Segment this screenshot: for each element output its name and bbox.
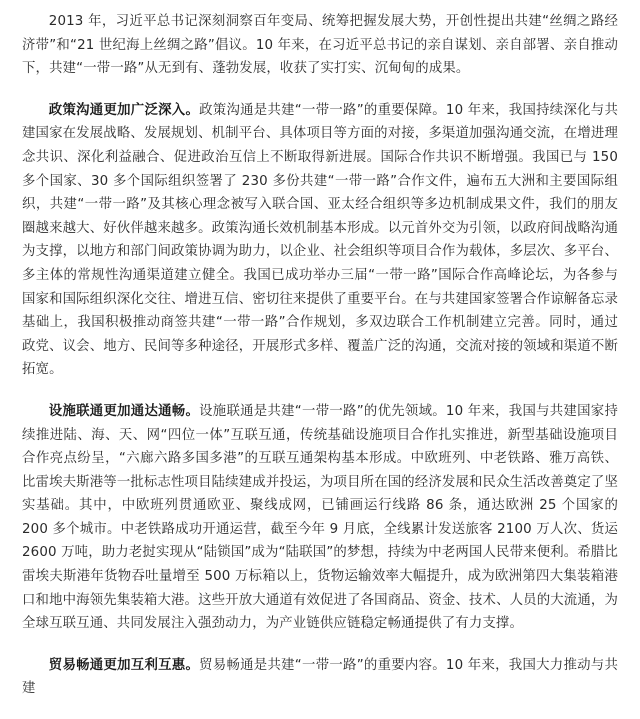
infrastructure-connectivity-paragraph <box>22 400 618 636</box>
policy-communication-text: 政策沟通是共建“一带一路”的重要保障。10 年来，我国持续深化与共建国家在发展战略、发展规划、机制平台、具体项目等方面的对接，多渠道加强沟通交流，在增进理念共识、深化利益融合、促进政治互信上不断取得新进展。国际合作共识不断增强。我国已与 150 多个国家、30 多个国际组织签署了 230 多份共建“一带一路”合作文件，遍布五大洲和主要国际组织，共建“一带一路”及其核心理念被写入联合国、亚太经合组织等多边机制成果文件，我们的朋友圈越来越大、好伙伴越来越多。政策沟通长效机制基本形成。以元首外交为引领，以政府间战略沟通为支撑，以地方和部门间政策协调为助力，以企业、社会组织等项目合作为载体，多层次、多平台、多主体的常规性沟通渠道建立健全。我国已成功举办三届“一带一路”国际合作高峰论坛，为各参与国家和国际组织深化交往、增进互信、密切往来提供了重要平台。在与共建国家签署合作谅解备忘录基础上，我国积极推动商签共建“一带一路”合作规划，多双边联合工作机制建立完善。同时，通过政党、议会、地方、民间等多种途径，开展形式多样、覆盖广泛的沟通，交流对接的领域和渠道不断拓宽。 <box>22 102 618 378</box>
trade-connectivity-heading: 贸易畅通更加互利互惠。 <box>48 657 200 673</box>
policy-communication-heading: 政策沟通更加广泛深入。 <box>48 102 200 118</box>
trade-connectivity-paragraph <box>22 654 618 701</box>
policy-communication-paragraph <box>22 99 618 382</box>
intro-paragraph <box>22 10 618 81</box>
trade-connectivity-text: 贸易畅通是共建“一带一路”的重要内容。10 年来，我国大力推动与共建 <box>22 657 618 697</box>
infrastructure-connectivity-text: 设施联通是共建“一带一路”的优先领域。10 年来，我国与共建国家持续推进陆、海、天、网“四位一体”互联互通，传统基础设施项目合作扎实推进，新型基础设施项目合作亮点纷呈，“六廊六路多国多港”的互联互通架构基本形成。中欧班列、中老铁路、雅万高铁、比雷埃夫斯港等一批标志性项目陆续建成并投运，为项目所在国的经济发展和民众生活改善奠定了坚实基础。其中，中欧班列贯通欧亚、聚线成网，已铺画运行线路 86 条，通达欧洲 25 个国家的 200 多个城市。中老铁路成功开通运营，截至今年 9 月底，全线累计发送旅客 2100 万人次、货运 2600 万吨，助力老挝实现从“陆锁国”成为“陆联国”的梦想，持续为中老两国人民带来便利。希腊比雷埃夫斯港年货物吞吐量增至 500 万标箱以上，货物运输效率大幅提升，成为欧洲第四大集装箱港口和地中海领先集装箱大港。这些开放大通道有效促进了各国商品、资金、技术、人员的大流通，为全球互联互通、共同发展注入强劲动力，为产业链供应链稳定畅通提供了有力支撑。 <box>22 403 618 632</box>
infrastructure-connectivity-heading: 设施联通更加通达通畅。 <box>48 403 200 419</box>
intro-paragraph-text: 2013 年，习近平总书记深刻洞察百年变局、统筹把握发展大势，开创性提出共建“丝绸之路经济带”和“21 世纪海上丝绸之路”倡议。10 年来，在习近平总书记的亲自谋划、亲自部署、亲自推动下，共建“一带一路”从无到有、蓬勃发展，收获了实打实、沉甸甸的成果。 <box>22 14 618 77</box>
